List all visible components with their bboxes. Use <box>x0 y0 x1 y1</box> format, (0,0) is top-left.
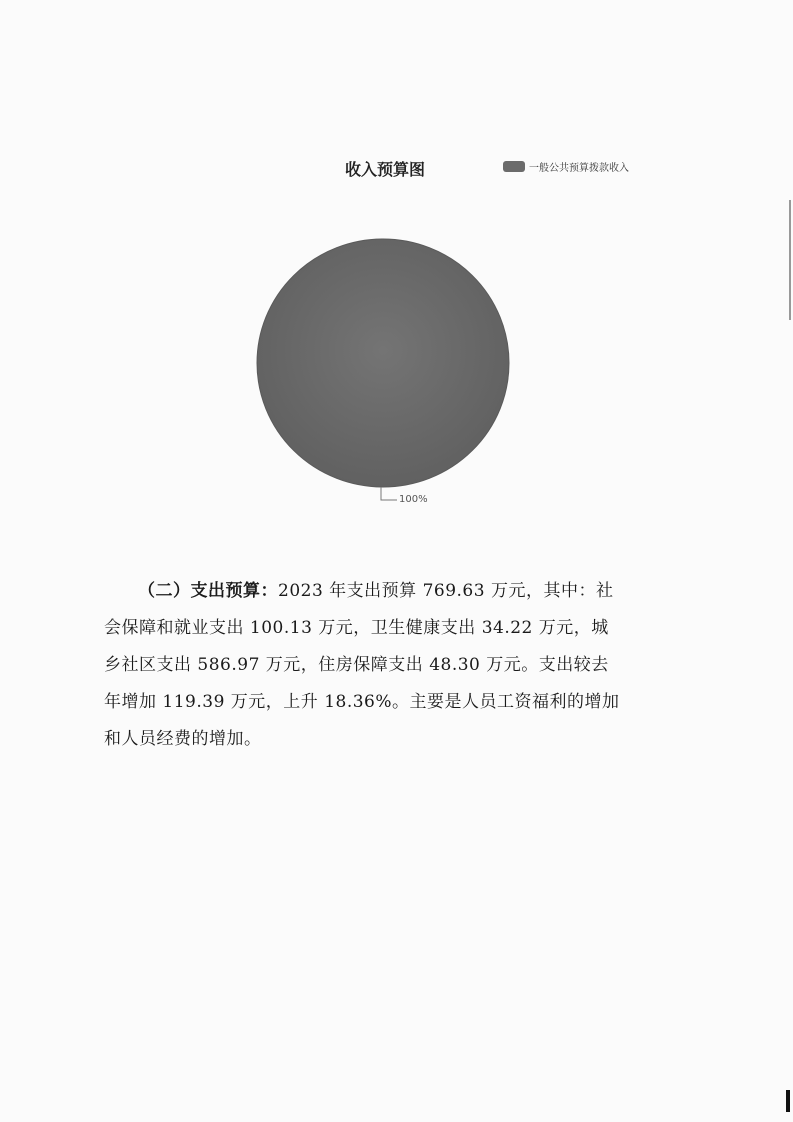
paragraph-line-2: 会保障和就业支出 100.13 万元，卫生健康支出 34.22 万元，城 <box>104 618 609 638</box>
slice-percent-label: 100% <box>399 494 428 505</box>
scan-edge-shadow <box>789 200 791 320</box>
expenditure-paragraph <box>104 573 664 758</box>
pie-slice-1 <box>257 239 509 487</box>
chart-title: 收入预算图 <box>344 160 425 179</box>
section-heading: （二）支出预算： <box>138 581 278 601</box>
paragraph-line-4: 年增加 119.39 万元，上升 18.36%。主要是人员工资福利的增加 <box>104 692 620 712</box>
paragraph-line-1 <box>104 573 664 610</box>
scan-edge-mark <box>786 1090 790 1112</box>
slice-leader-line <box>381 487 397 500</box>
legend-label: 一般公共预算拨款收入 <box>529 162 629 174</box>
paragraph-line-5: 和人员经费的增加。 <box>104 729 262 749</box>
line-text: 2023 年支出预算 769.63 万元，其中：社 <box>278 581 614 601</box>
paragraph-line-3: 乡社区支出 586.97 万元，住房保障支出 48.30 万元。支出较去 <box>104 655 609 675</box>
